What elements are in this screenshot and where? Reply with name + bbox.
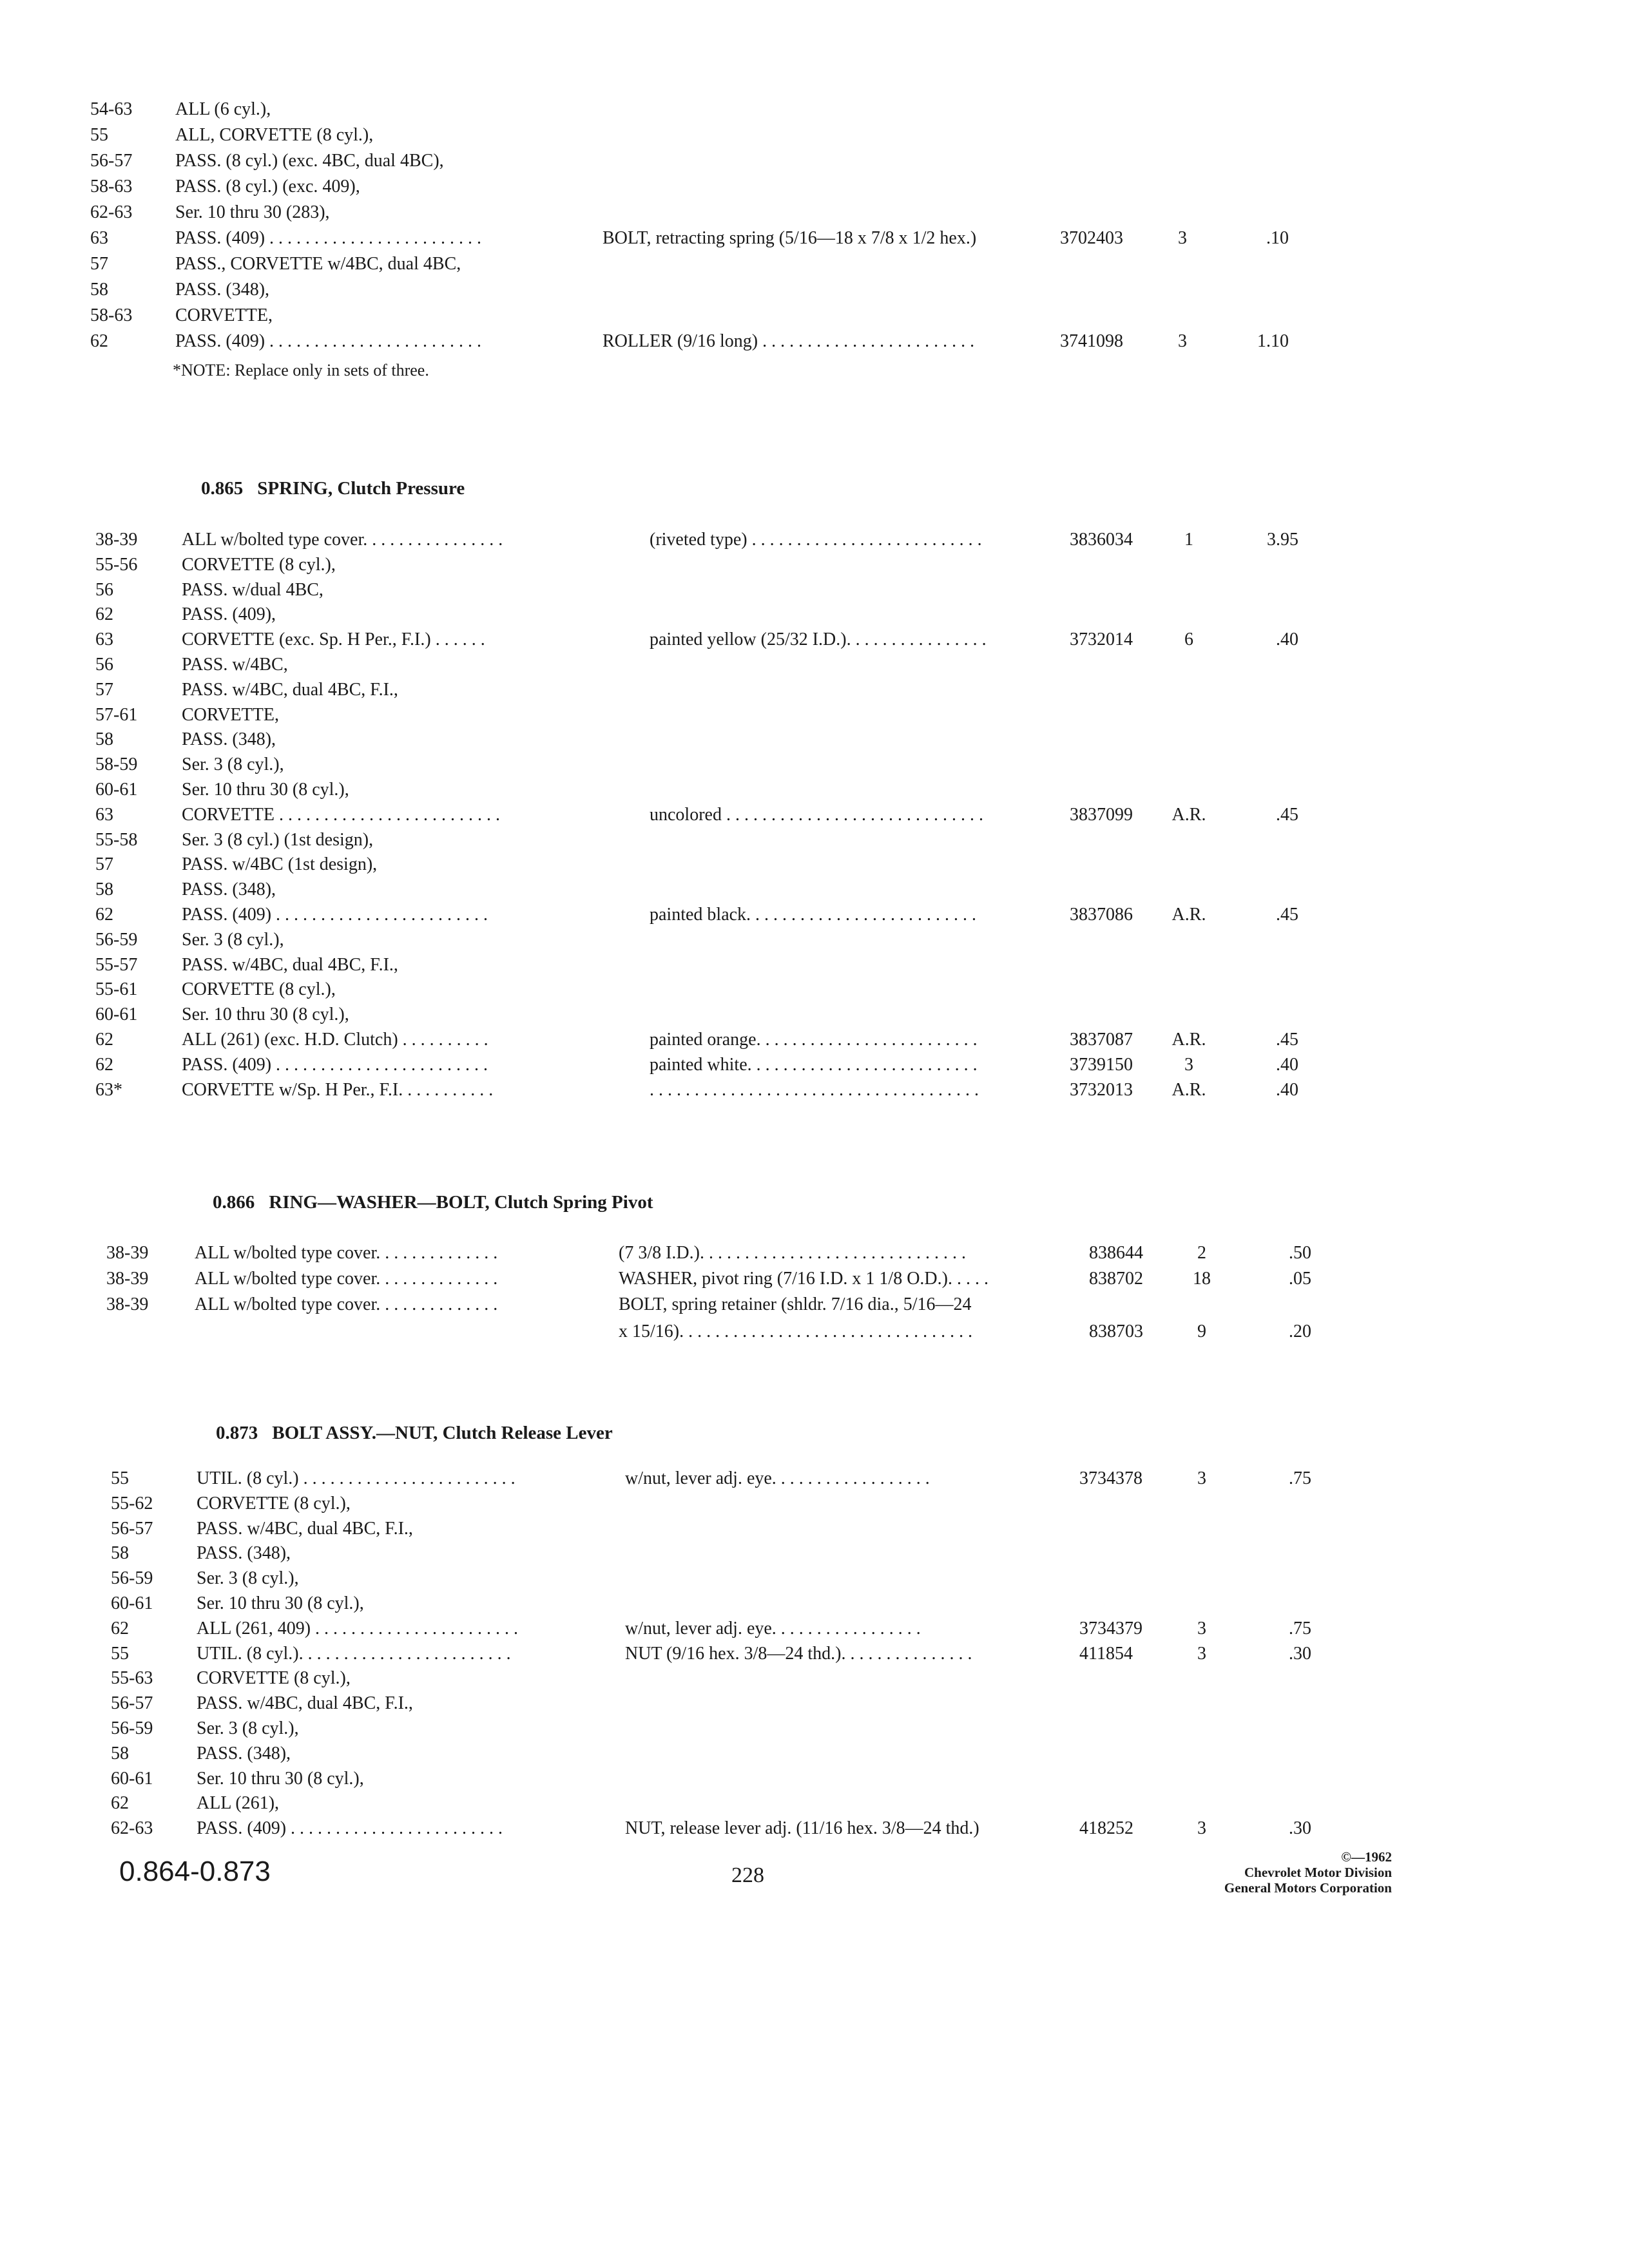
part-number: 3739150 (1070, 1055, 1133, 1075)
quantity: 18 (1193, 1269, 1211, 1289)
table-row (0, 827, 1629, 853)
application: ALL w/bolted type cover. . . . . . . . . . . . . . . . (182, 530, 503, 550)
description: BOLT, retracting spring (5/16—18 x 7/8 x 1/2 hex.) (602, 228, 977, 248)
application: CORVETTE (exc. Sp. H Per., F.I.) . . . . . . (182, 629, 485, 649)
part-number: 3732013 (1070, 1080, 1133, 1100)
year-range: 58-59 (95, 754, 138, 774)
application: PASS. (348), (182, 729, 276, 749)
table-row (0, 251, 1629, 277)
application: ALL w/bolted type cover. . . . . . . . . . . . . . (195, 1294, 498, 1314)
table-row (0, 1541, 1629, 1566)
year-range: 62 (111, 1619, 129, 1639)
year-range: 58 (111, 1744, 129, 1763)
application: PASS. (409) . . . . . . . . . . . . . . . . . . . . . . . . (182, 905, 488, 925)
year-range: 38-39 (106, 1269, 149, 1289)
application: CORVETTE (8 cyl.), (182, 979, 336, 999)
table-row (0, 927, 1629, 953)
year-range: 38-39 (95, 530, 138, 550)
description: painted white. . . . . . . . . . . . . . . . . . . . . . . . . . (650, 1055, 978, 1075)
table-row (0, 527, 1629, 553)
quantity: A.R. (1171, 1030, 1206, 1050)
table-row (0, 1766, 1629, 1792)
application: ALL (261), (197, 1793, 280, 1813)
part-number: 3732014 (1070, 629, 1133, 649)
application: PASS. w/4BC, (182, 655, 288, 675)
table-row (0, 952, 1629, 978)
table-row (0, 777, 1629, 803)
table-row (0, 122, 1629, 148)
section-title: BOLT ASSY.—NUT, Clutch Release Lever (272, 1423, 613, 1443)
description: ROLLER (9/16 long) . . . . . . . . . . . . . . . . . . . . . . . . (602, 331, 975, 351)
quantity: A.R. (1171, 1080, 1206, 1100)
replacement-note: *NOTE: Replace only in sets of three. (173, 361, 429, 380)
application: PASS. (409), (182, 604, 276, 624)
table-row (0, 1292, 1629, 1318)
description: NUT, release lever adj. (11/16 hex. 3/8—24 thd.) (625, 1818, 979, 1838)
table-row (0, 1466, 1629, 1492)
application: ALL (261, 409) . . . . . . . . . . . . . . . . . . . . . . . (197, 1619, 519, 1639)
part-number: 838644 (1089, 1243, 1143, 1263)
table-row (0, 1491, 1629, 1517)
application: Ser. 10 thru 30 (8 cyl.), (182, 780, 349, 800)
application: ALL w/bolted type cover. . . . . . . . . . . . . . (195, 1243, 498, 1263)
table-row (0, 97, 1629, 122)
quantity: 3 (1197, 1644, 1206, 1664)
application: PASS. (8 cyl.) (exc. 409), (175, 177, 360, 197)
application: CORVETTE (8 cyl.), (197, 1494, 351, 1514)
application: Ser. 3 (8 cyl.), (197, 1718, 299, 1738)
application: CORVETTE . . . . . . . . . . . . . . . . . . . . . . . . . (182, 805, 500, 825)
price: .45 (1276, 1030, 1298, 1050)
year-range: 58-63 (90, 305, 133, 325)
application: PASS. w/4BC, dual 4BC, F.I., (197, 1519, 413, 1539)
application: ALL, CORVETTE (8 cyl.), (175, 125, 374, 145)
year-range: 58 (90, 280, 108, 300)
quantity: 3 (1178, 331, 1187, 351)
year-range: 63 (95, 805, 113, 825)
application: CORVETTE, (175, 305, 273, 325)
price: .40 (1276, 1080, 1298, 1100)
price: .40 (1276, 1055, 1298, 1075)
year-range: 58 (111, 1543, 129, 1563)
table-row (0, 1240, 1629, 1266)
application: PASS. w/dual 4BC, (182, 580, 323, 600)
quantity: 3 (1197, 1818, 1206, 1838)
description: uncolored . . . . . . . . . . . . . . . . . . . . . . . . . . . . . (650, 805, 983, 825)
table-row (0, 1691, 1629, 1716)
quantity: 3 (1178, 228, 1187, 248)
table-row (0, 174, 1629, 200)
year-range: 63 (95, 629, 113, 649)
year-range: 62 (95, 604, 113, 624)
application: ALL (261) (exc. H.D. Clutch) . . . . . . . . . . (182, 1030, 488, 1050)
price: 1.10 (1257, 331, 1289, 351)
price: .10 (1266, 228, 1289, 248)
application: Ser. 10 thru 30 (8 cyl.), (197, 1769, 364, 1789)
year-range: 60-61 (111, 1593, 153, 1613)
table-row (0, 552, 1629, 578)
application: PASS. (409) . . . . . . . . . . . . . . . . . . . . . . . . (175, 331, 482, 351)
application: PASS. (409) . . . . . . . . . . . . . . . . . . . . . . . . (197, 1818, 503, 1838)
application: PASS. w/4BC (1st design), (182, 854, 378, 874)
quantity: A.R. (1171, 805, 1206, 825)
year-range: 56-57 (90, 151, 133, 171)
quantity: 1 (1184, 530, 1193, 550)
year-range: 55 (111, 1468, 129, 1488)
part-number: 3837099 (1070, 805, 1133, 825)
application: Ser. 3 (8 cyl.), (182, 930, 284, 950)
year-range: 56-57 (111, 1693, 153, 1713)
year-range: 56-57 (111, 1519, 153, 1539)
table-row (0, 303, 1629, 329)
year-range: 55 (90, 125, 108, 145)
description: x 15/16). . . . . . . . . . . . . . . . . . . . . . . . . . . . . . . . . (619, 1321, 973, 1341)
section-0873-heading (216, 1423, 613, 1444)
table-row (0, 752, 1629, 778)
application: PASS. w/4BC, dual 4BC, F.I., (182, 955, 398, 975)
part-number: 838702 (1089, 1269, 1143, 1289)
year-range: 62 (111, 1793, 129, 1813)
price: .05 (1289, 1269, 1311, 1289)
table-row (0, 1741, 1629, 1767)
price: .20 (1289, 1321, 1311, 1341)
year-range: 62 (90, 331, 108, 351)
table-row (0, 1052, 1629, 1078)
table-row (0, 1566, 1629, 1591)
table-row (0, 852, 1629, 878)
table-row (0, 329, 1629, 354)
table-row (0, 1716, 1629, 1742)
table-row (0, 226, 1629, 251)
price: .75 (1289, 1619, 1311, 1639)
application: Ser. 3 (8 cyl.) (1st design), (182, 830, 374, 850)
year-range: 55-57 (95, 955, 138, 975)
price: 3.95 (1267, 530, 1298, 550)
part-number: 3836034 (1070, 530, 1133, 550)
table-row (0, 977, 1629, 1003)
description: w/nut, lever adj. eye. . . . . . . . . . . . . . . . . . (625, 1468, 930, 1488)
table-row (0, 677, 1629, 703)
year-range: 63* (95, 1080, 122, 1100)
year-range: 56-59 (95, 930, 138, 950)
price: .30 (1289, 1644, 1311, 1664)
year-range: 63 (90, 228, 108, 248)
year-range: 60-61 (95, 780, 138, 800)
year-range: 58-63 (90, 177, 133, 197)
year-range: 55-58 (95, 830, 138, 850)
year-range: 56 (95, 580, 113, 600)
year-range: 55-63 (111, 1668, 153, 1688)
table-row (0, 727, 1629, 753)
year-range: 55-56 (95, 555, 138, 575)
table-row (0, 200, 1629, 226)
page-range: 0.864-0.873 (119, 1856, 271, 1887)
description: w/nut, lever adj. eye. . . . . . . . . . . . . . . . . (625, 1619, 921, 1639)
price: .50 (1289, 1243, 1311, 1263)
application: UTIL. (8 cyl.) . . . . . . . . . . . . . . . . . . . . . . . . (197, 1468, 516, 1488)
application: PASS. (8 cyl.) (exc. 4BC, dual 4BC), (175, 151, 444, 171)
application: Ser. 3 (8 cyl.), (197, 1568, 299, 1588)
copyright-block (1121, 1849, 1392, 1896)
description: (riveted type) . . . . . . . . . . . . . . . . . . . . . . . . . . (650, 530, 982, 550)
section-0865-heading (201, 478, 465, 499)
section-title: RING—WASHER—BOLT, Clutch Spring Pivot (269, 1192, 653, 1213)
year-range: 58 (95, 729, 113, 749)
description: painted orange. . . . . . . . . . . . . . . . . . . . . . . . . (650, 1030, 978, 1050)
year-range: 60-61 (111, 1769, 153, 1789)
corporation-name: General Motors Corporation (1224, 1880, 1392, 1896)
table-row (0, 1077, 1629, 1103)
application: PASS. (409) . . . . . . . . . . . . . . . . . . . . . . . . (175, 228, 482, 248)
quantity: 2 (1197, 1243, 1206, 1263)
quantity: A.R. (1171, 905, 1206, 925)
price: .30 (1289, 1818, 1311, 1838)
year-range: 57 (95, 680, 113, 700)
application: ALL (6 cyl.), (175, 99, 271, 119)
table-row (0, 1266, 1629, 1292)
year-range: 58 (95, 879, 113, 899)
application: Ser. 3 (8 cyl.), (182, 754, 284, 774)
table-row (0, 1027, 1629, 1053)
application: PASS. (348), (182, 879, 276, 899)
section-number: 0.866 (213, 1192, 255, 1213)
quantity: 3 (1184, 1055, 1193, 1075)
year-range: 55-62 (111, 1494, 153, 1514)
description: . . . . . . . . . . . . . . . . . . . . . . . . . . . . . . . . . . . . . (650, 1080, 979, 1100)
year-range: 56-59 (111, 1718, 153, 1738)
application: Ser. 10 thru 30 (283), (175, 202, 330, 222)
table-row (0, 1816, 1629, 1841)
price: .45 (1276, 805, 1298, 825)
description: BOLT, spring retainer (shldr. 7/16 dia., 5/16—24 (619, 1294, 972, 1314)
table-row (0, 1591, 1629, 1617)
section-number: 0.865 (201, 478, 244, 499)
section-title: SPRING, Clutch Pressure (257, 478, 465, 499)
description: painted yellow (25/32 I.D.). . . . . . . . . . . . . . . . (650, 629, 987, 649)
table-row (0, 1319, 1629, 1345)
part-number: 418252 (1079, 1818, 1133, 1838)
part-number: 411854 (1079, 1644, 1133, 1664)
application: PASS. (348), (175, 280, 270, 300)
table-row (0, 652, 1629, 678)
year-range: 57 (90, 254, 108, 274)
application: CORVETTE (8 cyl.), (182, 555, 336, 575)
quantity: 9 (1197, 1321, 1206, 1341)
table-row (0, 602, 1629, 628)
table-row (0, 802, 1629, 828)
part-number: 3702403 (1060, 228, 1123, 248)
application: Ser. 10 thru 30 (8 cyl.), (197, 1593, 364, 1613)
year-range: 57 (95, 854, 113, 874)
application: PASS. (348), (197, 1543, 291, 1563)
description: WASHER, pivot ring (7/16 I.D. x 1 1/8 O.D.). . . . . (619, 1269, 988, 1289)
section-number: 0.873 (216, 1423, 258, 1443)
table-row (0, 627, 1629, 653)
year-range: 57-61 (95, 705, 138, 725)
table-row (0, 277, 1629, 303)
part-number: 3837087 (1070, 1030, 1133, 1050)
table-row (0, 1002, 1629, 1028)
table-row (0, 1516, 1629, 1542)
quantity: 6 (1184, 629, 1193, 649)
application: CORVETTE, (182, 705, 279, 725)
price: .40 (1276, 629, 1298, 649)
year-range: 62-63 (90, 202, 133, 222)
application: CORVETTE w/Sp. H Per., F.I. . . . . . . . . . . (182, 1080, 494, 1100)
year-range: 56 (95, 655, 113, 675)
application: PASS. w/4BC, dual 4BC, F.I., (197, 1693, 413, 1713)
table-row (0, 1666, 1629, 1691)
application: CORVETTE (8 cyl.), (197, 1668, 351, 1688)
year-range: 55-61 (95, 979, 138, 999)
year-range: 62 (95, 905, 113, 925)
application: PASS. (348), (197, 1744, 291, 1763)
application: PASS., CORVETTE w/4BC, dual 4BC, (175, 254, 461, 274)
table-row (0, 1616, 1629, 1642)
part-number: 3734378 (1079, 1468, 1142, 1488)
table-row (0, 577, 1629, 603)
division-name: Chevrolet Motor Division (1244, 1865, 1392, 1880)
year-range: 56-59 (111, 1568, 153, 1588)
table-row (0, 702, 1629, 728)
description: painted black. . . . . . . . . . . . . . . . . . . . . . . . . . (650, 905, 977, 925)
part-number: 3741098 (1060, 331, 1123, 351)
quantity: 3 (1197, 1468, 1206, 1488)
table-row (0, 902, 1629, 928)
table-row (0, 1791, 1629, 1816)
description: (7 3/8 I.D.). . . . . . . . . . . . . . . . . . . . . . . . . . . . . . (619, 1243, 966, 1263)
year-range: 62-63 (111, 1818, 153, 1838)
page-number: 228 (731, 1863, 764, 1887)
price: .75 (1289, 1468, 1311, 1488)
price: .45 (1276, 905, 1298, 925)
table-row (0, 148, 1629, 174)
table-row (0, 1641, 1629, 1667)
year-range: 38-39 (106, 1294, 149, 1314)
year-range: 62 (95, 1055, 113, 1075)
application: ALL w/bolted type cover. . . . . . . . . . . . . . (195, 1269, 498, 1289)
quantity: 3 (1197, 1619, 1206, 1639)
part-number: 3837086 (1070, 905, 1133, 925)
year-range: 60-61 (95, 1004, 138, 1024)
application: UTIL. (8 cyl.). . . . . . . . . . . . . . . . . . . . . . . . (197, 1644, 511, 1664)
year-range: 55 (111, 1644, 129, 1664)
section-0866-heading (213, 1192, 653, 1213)
year-range: 38-39 (106, 1243, 149, 1263)
year-range: 62 (95, 1030, 113, 1050)
application: PASS. (409) . . . . . . . . . . . . . . . . . . . . . . . . (182, 1055, 488, 1075)
part-number: 3734379 (1079, 1619, 1142, 1639)
copyright-year: ©—1962 (1341, 1849, 1392, 1865)
application: Ser. 10 thru 30 (8 cyl.), (182, 1004, 349, 1024)
table-row (0, 877, 1629, 903)
part-number: 838703 (1089, 1321, 1143, 1341)
application: PASS. w/4BC, dual 4BC, F.I., (182, 680, 398, 700)
year-range: 54-63 (90, 99, 133, 119)
description: NUT (9/16 hex. 3/8—24 thd.). . . . . . . . . . . . . . . (625, 1644, 972, 1664)
